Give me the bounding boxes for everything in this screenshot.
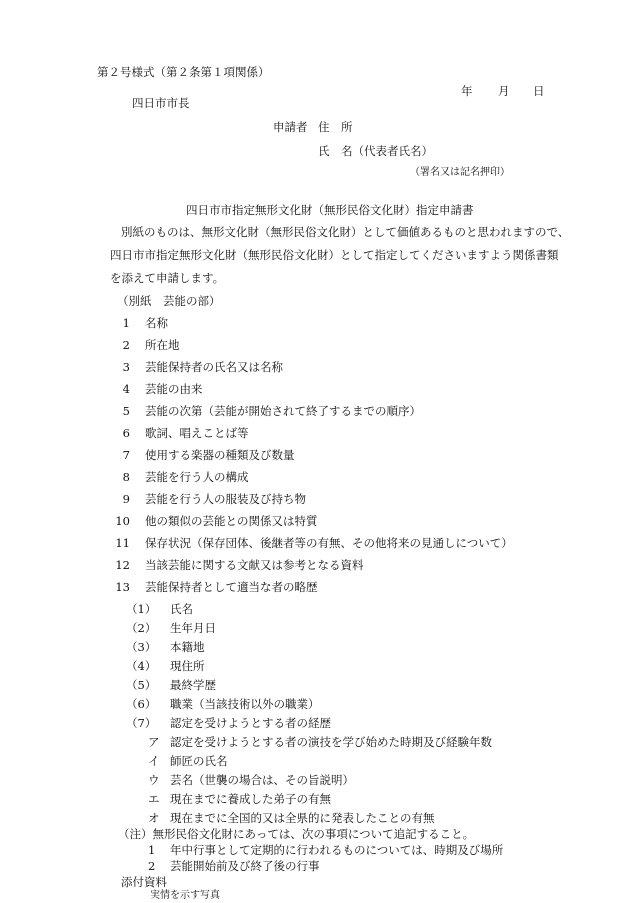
sub-item-number: （6） (126, 697, 157, 711)
item-number: 4 (122, 382, 130, 396)
item-number: 2 (122, 338, 130, 352)
item-text: 名称 (145, 316, 168, 330)
kana-item-number: オ (148, 811, 160, 825)
sub-item-number: （5） (126, 678, 157, 692)
item-number: 9 (122, 492, 130, 506)
item-text: 芸能を行う人の服装及び持ち物 (145, 492, 306, 506)
item-number: 6 (122, 426, 130, 440)
kana-item-number: イ (148, 754, 160, 768)
sub-item-text: 職業（当該技術以外の職業） (170, 697, 320, 711)
note-item-number: 2 (148, 859, 156, 873)
item-text: 保存状況（保存団体、後継者等の有無、その他将来の見通しについて） (145, 536, 513, 550)
applicant-label: 申請者 (273, 120, 308, 134)
item-number: 11 (115, 536, 130, 550)
item-text: 他の類似の芸能との関係又は特質 (145, 514, 318, 528)
item-text: 当該芸能に関する文献又は参考となる資料 (145, 558, 364, 572)
kana-item-number: ア (148, 735, 160, 749)
kana-item-number: エ (148, 792, 160, 806)
item-number: 13 (115, 580, 130, 594)
address-label: 住 所 (318, 120, 353, 134)
section-header: （別紙 芸能の部） (117, 294, 221, 308)
note-text: （注）無形民俗文化財にあっては、次の事項について追記すること。 (118, 827, 475, 841)
item-text: 芸能を行う人の構成 (145, 470, 249, 484)
item-number: 3 (122, 360, 130, 374)
note-item-text: 芸能開始前及び終了後の行事 (170, 859, 320, 873)
sub-item-number: （7） (126, 716, 157, 730)
note-item-text: 年中行事として定期的に行われるものについては、時期及び場所 (170, 843, 504, 857)
sub-item-number: （4） (126, 659, 157, 673)
sub-item-text: 認定を受けようとする者の経歴 (170, 716, 331, 730)
item-text: 使用する楽器の種類及び数量 (145, 448, 295, 462)
note-item-number: 1 (148, 843, 156, 857)
item-number: 10 (115, 514, 130, 528)
body-line-2: 四日市市指定無形文化財（無形民俗文化財）として指定してくださいますよう関係書類 (110, 248, 559, 262)
item-number: 1 (122, 316, 130, 330)
item-text: 芸能の由来 (145, 382, 203, 396)
kana-item-text: 現在までに全国的又は全県的に発表したことの有無 (170, 811, 435, 825)
kana-item-text: 現在までに養成した弟子の有無 (170, 792, 331, 806)
date-day-label: 日 (533, 84, 545, 98)
item-text: 芸能の次第（芸能が開始されて終了するまでの順序） (145, 404, 421, 418)
body-line-1: 別紙のものは、無形文化財（無形民俗文化財）として価値あるものと思われますので、 (121, 225, 570, 239)
kana-item-number: ウ (148, 773, 160, 787)
item-text: 芸能保持者として適当な者の略歴 (145, 580, 318, 594)
body-line-3: を添えて申請します。 (110, 271, 225, 285)
attachments-label: 添付資料 (121, 875, 167, 889)
date-year-label: 年 (461, 84, 473, 98)
attachment-item: 実情を示す写真 (150, 890, 220, 901)
sub-item-text: 生年月日 (170, 621, 216, 635)
date-month-label: 月 (498, 84, 510, 98)
item-text: 芸能保持者の氏名又は名称 (145, 360, 283, 374)
item-number: 5 (122, 404, 130, 418)
document-title: 四日市市指定無形文化財（無形民俗文化財）指定申請書 (186, 203, 474, 217)
sub-item-text: 本籍地 (170, 640, 205, 654)
sub-item-number: （1） (126, 602, 157, 616)
item-number: 7 (122, 448, 130, 462)
name-label: 氏 名（代表者氏名） (318, 144, 433, 158)
kana-item-text: 認定を受けようとする者の演技を学び始めた時期及び経験年数 (170, 735, 492, 749)
seal-note: （署名又は記名押印） (410, 167, 510, 178)
addressee: 四日市市長 (132, 96, 190, 110)
sub-item-number: （2） (126, 621, 157, 635)
form-id: 第２号様式（第２条第１項関係） (97, 65, 270, 79)
sub-item-text: 現住所 (170, 659, 205, 673)
item-number: 12 (115, 558, 130, 572)
item-text: 所在地 (145, 338, 180, 352)
sub-item-number: （3） (126, 640, 157, 654)
kana-item-text: 師匠の氏名 (170, 754, 228, 768)
item-number: 8 (122, 470, 130, 484)
sub-item-text: 最終学歴 (170, 678, 216, 692)
kana-item-text: 芸名（世襲の場合は、その旨説明） (170, 773, 354, 787)
item-text: 歌詞、唱えことば等 (145, 426, 249, 440)
sub-item-text: 氏名 (170, 602, 193, 616)
